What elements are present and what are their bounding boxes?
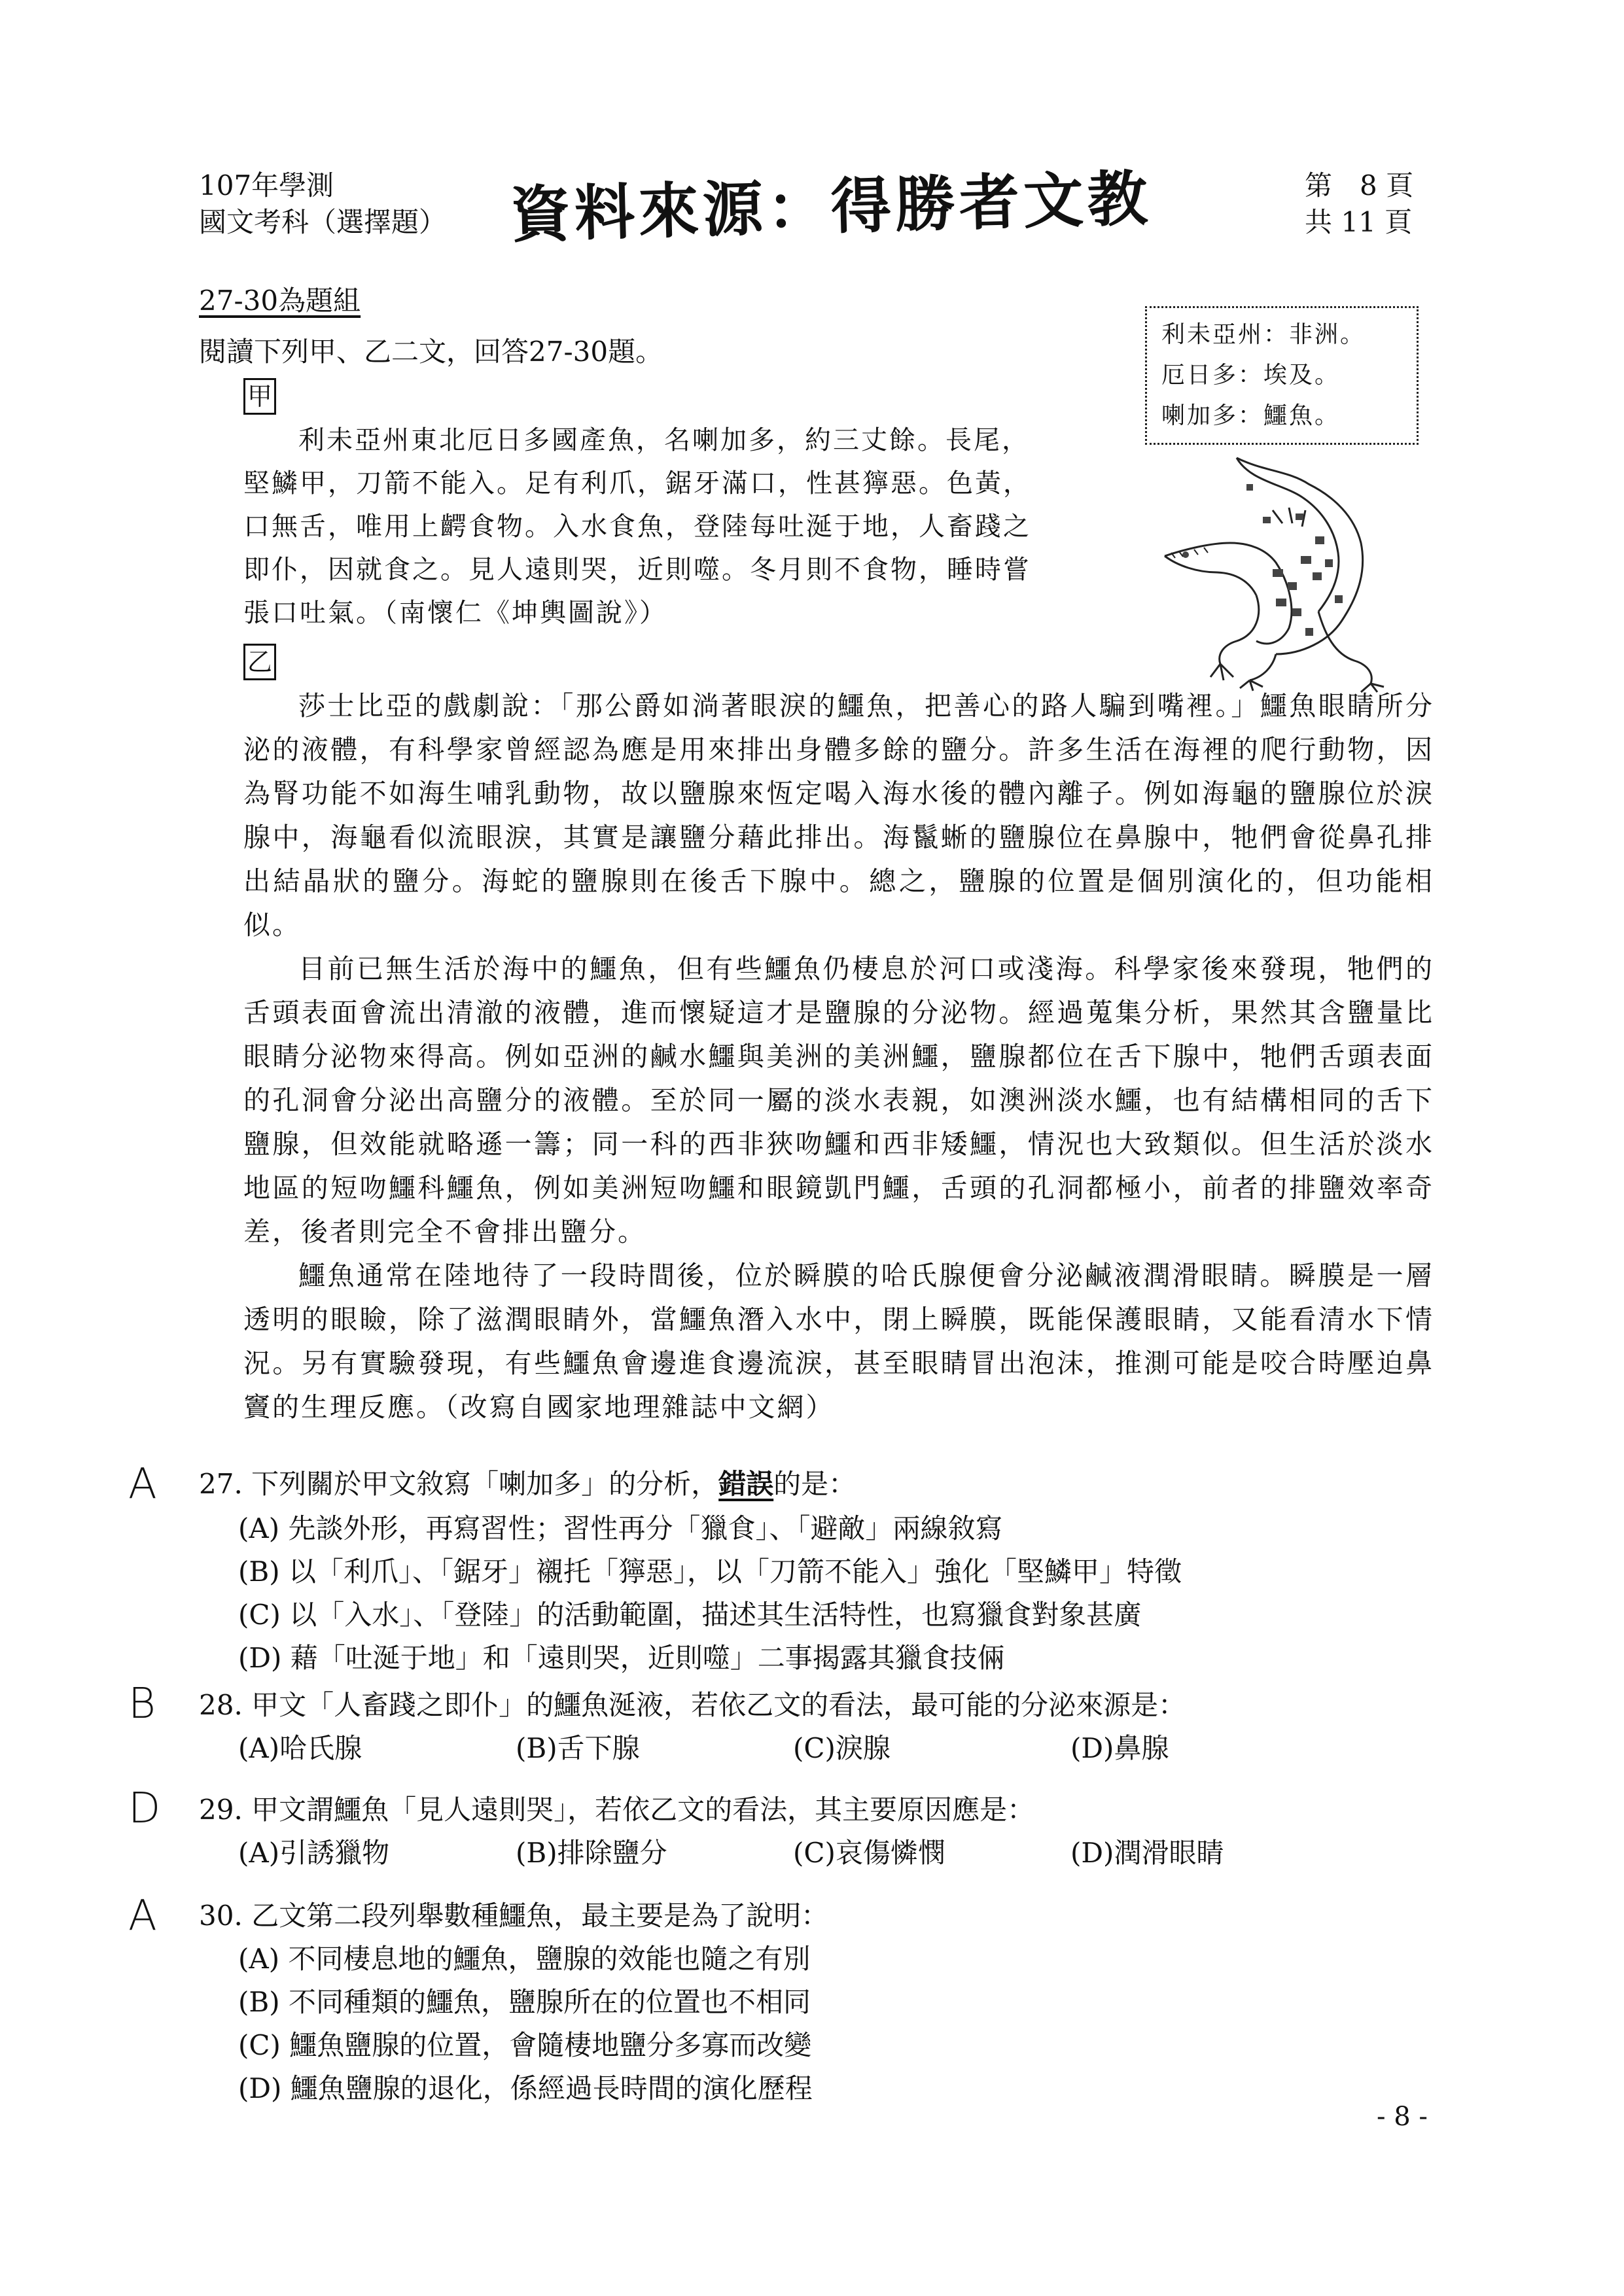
text-b-paragraph: 莎士比亞的戲劇說：「那公爵如淌著眼淚的鱷魚，把善心的路人騙到嘴裡。」鱷魚眼睛所分泌的液體，有科學家曾經認為應是用來排出身體多餘的鹽分。許多生活在海裡的爬行動物，因為腎功能不如海生哺乳動物，故以鹽腺來恆定喝入海水後的體內離子。例如海龜的鹽腺位於淚腺中，海龜看似流眼淚，其實是讓鹽分藉此排出。海鬣蜥的鹽腺位在鼻腺中，牠們會從鼻孔排出結晶狀的鹽分。海蛇的鹽腺則在後舌下腺中。總之，鹽腺的位置是個別演化的，但功能相似。	[243, 690, 1434, 941]
option-c: (C) 以「入水」、「登陸」的活動範圍，描述其生活特性，也寫獵食對象甚廣	[238, 1599, 1142, 1631]
text-a-line: 堅鱗甲，刀箭不能入。足有利爪，鋸牙滿口，性甚獰惡。色黃，	[243, 468, 1031, 498]
crocodile-illustration	[1158, 445, 1420, 693]
option-a: (A) 不同棲息地的鱷魚，鹽腺的效能也隨之有別	[238, 1943, 811, 1975]
exam-subject: 國文考科（選擇題）	[199, 206, 447, 238]
text-a-label-box	[243, 378, 276, 415]
question-28-stem: 28. 甲文「人畜踐之即仆」的鱷魚涎液，若依乙文的看法，最可能的分泌來源是：	[199, 1689, 1186, 1721]
text-a-line: 利未亞州東北厄日多國產魚，名喇加多，約三丈餘。長尾，	[298, 425, 1030, 455]
exam-year: 107年學測	[199, 169, 334, 201]
group-title: 27-30為題組	[199, 285, 361, 317]
handwritten-answer-mark: D	[128, 1784, 161, 1833]
option-d: (D) 鱷魚鹽腺的退化，係經過長時間的演化歷程	[238, 2072, 813, 2104]
option-c: (C)哀傷憐憫	[793, 1837, 945, 1869]
text-a-line: 即仆，因就食之。見人遠則哭，近則噬。冬月則不食物，睡時嘗	[243, 555, 1031, 585]
note-line: 利未亞州：非洲。	[1161, 321, 1366, 348]
glossary-note	[1145, 306, 1419, 445]
text-b-label-box	[243, 644, 276, 680]
text-b-paragraph: 目前已無生活於海中的鱷魚，但有些鱷魚仍棲息於河口或淺海。科學家後來發現，牠們的舌頭表面會流出清澈的液體，進而懷疑這才是鹽腺的分泌物。經過蒐集分析，果然其含鹽量比眼睛分泌物來得高。例如亞洲的鹹水鱷與美洲的美洲鱷，鹽腺都位在舌下腺中，牠們舌頭表面的孔洞會分泌出高鹽分的液體。至於同一屬的淡水表親，如澳洲淡水鱷，也有結構相同的舌下鹽腺，但效能就略遜一籌；同一科的西非狹吻鱷和西非矮鱷，情況也大致類似。但生活於淡水地區的短吻鱷科鱷魚，例如美洲短吻鱷和眼鏡凱門鱷，舌頭的孔洞都極小，前者的排鹽效率奇差，後者則完全不會排出鹽分。	[243, 953, 1434, 1247]
option-d: (D) 藉「吐涎于地」和「遠則哭，近則噬」二事揭露其獵食技倆	[238, 1642, 1005, 1674]
question-29-options	[238, 1832, 1348, 1875]
handwritten-answer-mark: B	[128, 1680, 156, 1728]
page-label: 第 8 頁	[1305, 169, 1414, 201]
option-b: (B) 以「利爪」、「鋸牙」襯托「獰惡」，以「刀箭不能入」強化「堅鱗甲」特徵	[238, 1556, 1182, 1588]
text-b-label: 乙	[243, 644, 276, 680]
option-c: (C) 鱷魚鹽腺的位置，會隨棲地鹽分多寡而改變	[238, 2029, 812, 2061]
question-27-options	[238, 1507, 1182, 1680]
handwritten-answer-mark: A	[128, 1892, 157, 1940]
question-30-options	[238, 1938, 813, 2110]
text-b-paragraph: 鱷魚通常在陸地待了一段時間後，位於瞬膜的哈氏腺便會分泌鹹液潤滑眼睛。瞬膜是一層透明的眼瞼，除了滋潤眼睛外，當鱷魚潛入水中，閉上瞬膜，既能保護眼睛，又能看清水下情況。另有實驗發現，有些鱷魚會邊進食邊流淚，甚至眼睛冒出泡沫，推測可能是咬合時壓迫鼻竇的生理反應。（改寫自國家地理雜誌中文網）	[243, 1260, 1434, 1423]
option-a: (A)引誘獵物	[238, 1837, 390, 1869]
handwritten-source-note: 資料來源：得勝者文教	[509, 164, 1153, 251]
question-30-stem: 30. 乙文第二段列舉數種鱷魚，最主要是為了說明：	[199, 1900, 829, 1932]
page-number: - 8 -	[1377, 2102, 1428, 2132]
total-pages-label: 共 11 頁	[1305, 206, 1413, 238]
question-stem-text: 的是：	[773, 1468, 856, 1500]
question-28-options	[238, 1727, 1348, 1770]
note-line: 喇加多：鱷魚。	[1161, 402, 1341, 429]
text-a-line: 張口吐氣。（南懷仁《坤輿圖說》）	[243, 598, 667, 628]
text-a-line: 口無舌，唯用上齶食物。入水食魚，登陸每吐涎于地，人畜踐之	[243, 512, 1031, 542]
option-d: (D)潤滑眼睛	[1070, 1837, 1224, 1869]
question-29-stem: 29. 甲文謂鱷魚「見人遠則哭」，若依乙文的看法，其主要原因應是：	[199, 1794, 1035, 1826]
text-b-body	[243, 684, 1434, 1429]
option-b: (B)舌下腺	[516, 1732, 640, 1764]
question-stem-text: 27. 下列關於甲文敘寫「喇加多」的分析，	[199, 1468, 719, 1500]
option-a: (A) 先談外形，再寫習性；習性再分「獵食」、「避敵」兩線敘寫	[238, 1512, 1003, 1544]
option-d: (D)鼻腺	[1070, 1732, 1169, 1764]
question-27-stem	[199, 1463, 856, 1506]
note-line: 厄日多：埃及。	[1161, 362, 1341, 389]
option-b: (B)排除鹽分	[516, 1837, 667, 1869]
option-b: (B) 不同種類的鱷魚，鹽腺所在的位置也不相同	[238, 1986, 811, 2018]
handwritten-answer-mark: A	[128, 1460, 157, 1508]
text-a-body	[243, 419, 1140, 635]
option-a: (A)哈氏腺	[238, 1732, 362, 1764]
text-a-label: 甲	[243, 378, 276, 415]
question-emphasis: 錯誤	[718, 1468, 774, 1500]
option-c: (C)淚腺	[793, 1732, 891, 1764]
group-instruction: 閱讀下列甲、乙二文，回答27-30題。	[199, 336, 663, 368]
